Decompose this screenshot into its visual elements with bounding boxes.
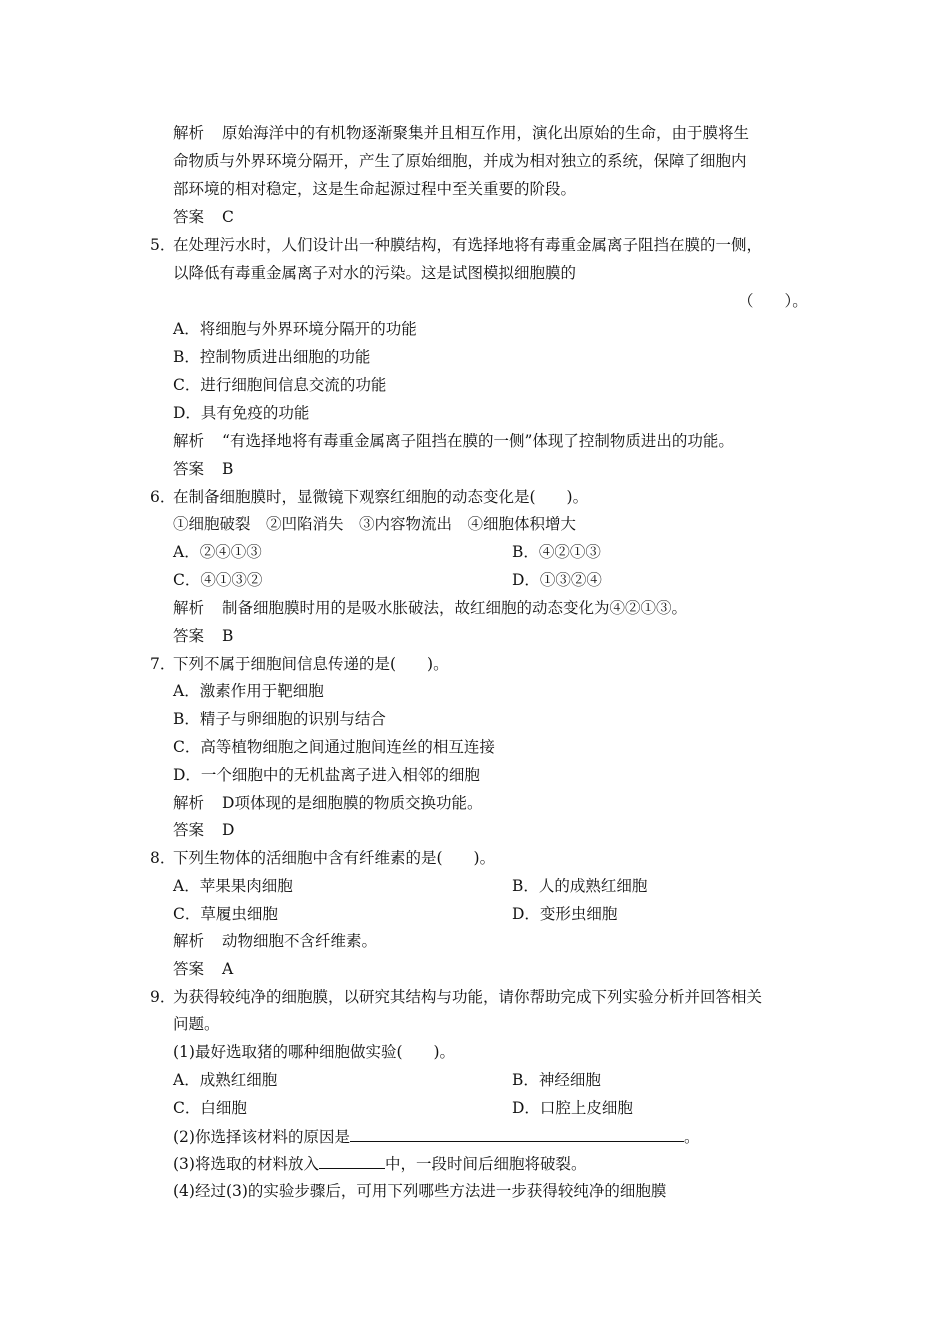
q8-analysis: 解析 动物细胞不含纤维素。 xyxy=(173,932,378,950)
answer-blank[interactable] xyxy=(350,1126,684,1142)
q4-analysis-line-2: 命物质与外界环境分隔开，产生了原始细胞，并成为相对独立的系统，保障了细胞内 xyxy=(173,152,747,170)
q7-option-a: A．激素作用于靶细胞 xyxy=(173,682,324,700)
q8-option-c: C．草履虫细胞 xyxy=(173,905,278,923)
question-number: 5． xyxy=(150,236,176,254)
q9-sub1: (1)最好选取猪的哪种细胞做实验( )。 xyxy=(173,1043,456,1061)
q8-stem: 8．下列生物体的活细胞中含有纤维素的是( )。 xyxy=(150,849,496,867)
q7-option-b: B．精子与卵细胞的识别与结合 xyxy=(173,710,386,728)
q9-sub4: (4)经过(3)的实验步骤后，可用下列哪些方法进一步获得较纯净的细胞膜 xyxy=(173,1182,667,1200)
q6-option-d: D．①③②④ xyxy=(512,571,602,589)
q9-option-a: A．成熟红细胞 xyxy=(173,1071,278,1089)
q5-option-b: B．控制物质进出细胞的功能 xyxy=(173,348,371,366)
q9-sub2: (2)你选择该材料的原因是 。 xyxy=(173,1128,700,1146)
q6-option-b: B．④②①③ xyxy=(512,543,601,561)
q6-stem: 6．在制备细胞膜时，显微镜下观察红细胞的动态变化是( )。 xyxy=(150,488,589,506)
q7-option-c: C．高等植物细胞之间通过胞间连丝的相互连接 xyxy=(173,738,495,756)
q8-option-b: B．人的成熟红细胞 xyxy=(512,877,648,895)
q5-option-a: A．将细胞与外界环境分隔开的功能 xyxy=(173,320,417,338)
q5-stem-line-2: 以降低有毒重金属离子对水的污染。这是试图模拟细胞膜的 xyxy=(173,264,577,282)
q8-answer: 答案 A xyxy=(173,960,234,978)
q9-stem-line-1: 9．为获得较纯净的细胞膜，以研究其结构与功能，请你帮助完成下列实验分析并回答相关 xyxy=(150,988,763,1006)
q8-option-a: A．苹果果肉细胞 xyxy=(173,877,293,895)
q4-answer: 答案 C xyxy=(173,208,234,226)
analysis-label: 解析 xyxy=(173,124,205,142)
q7-option-d: D．一个细胞中的无机盐离子进入相邻的细胞 xyxy=(173,766,480,784)
question-number: 6． xyxy=(150,488,176,506)
q5-option-c: C．进行细胞间信息交流的功能 xyxy=(173,376,387,394)
question-number: 7． xyxy=(150,655,176,673)
q5-option-d: D．具有免疫的功能 xyxy=(173,404,310,422)
q5-stem-line-1: 5．在处理污水时，人们设计出一种膜结构，有选择地将有毒重金属离子阻挡在膜的一侧， xyxy=(150,236,763,254)
q9-option-c: C．白细胞 xyxy=(173,1099,247,1117)
q6-items: ①细胞破裂 ②凹陷消失 ③内容物流出 ④细胞体积增大 xyxy=(173,515,577,533)
q9-option-b: B．神经细胞 xyxy=(512,1071,601,1089)
q5-answer: 答案 B xyxy=(173,460,234,478)
q5-analysis: 解析 “有选择地将有毒重金属离子阻挡在膜的一侧”体现了控制物质进出的功能。 xyxy=(173,432,734,450)
question-number: 9． xyxy=(150,988,176,1006)
q9-sub3: (3)将选取的材料放入 中，一段时间后细胞将破裂。 xyxy=(173,1155,587,1173)
q6-analysis: 解析 制备细胞膜时用的是吸水胀破法，故红细胞的动态变化为④②①③。 xyxy=(173,599,688,617)
q6-option-a: A．②④①③ xyxy=(173,543,262,561)
question-number: 8． xyxy=(150,849,176,867)
q8-option-d: D．变形虫细胞 xyxy=(512,905,618,923)
q4-analysis-line-1: 解析 原始海洋中的有机物逐渐聚集并且相互作用，演化出原始的生命，由于膜将生 xyxy=(173,124,750,142)
q5-answer-bracket: （ ）。 xyxy=(738,292,808,310)
q6-option-c: C．④①③② xyxy=(173,571,263,589)
q6-answer: 答案 B xyxy=(173,627,234,645)
q4-analysis-line-3: 部环境的相对稳定，这是生命起源过程中至关重要的阶段。 xyxy=(173,180,577,198)
q7-analysis: 解析 D项体现的是细胞膜的物质交换功能。 xyxy=(173,794,483,812)
q9-option-d: D．口腔上皮细胞 xyxy=(512,1099,633,1117)
q7-stem: 7．下列不属于细胞间信息传递的是( )。 xyxy=(150,655,449,673)
q7-answer: 答案 D xyxy=(173,821,235,839)
q9-stem-line-2: 问题。 xyxy=(173,1015,220,1033)
answer-blank[interactable] xyxy=(319,1153,385,1169)
